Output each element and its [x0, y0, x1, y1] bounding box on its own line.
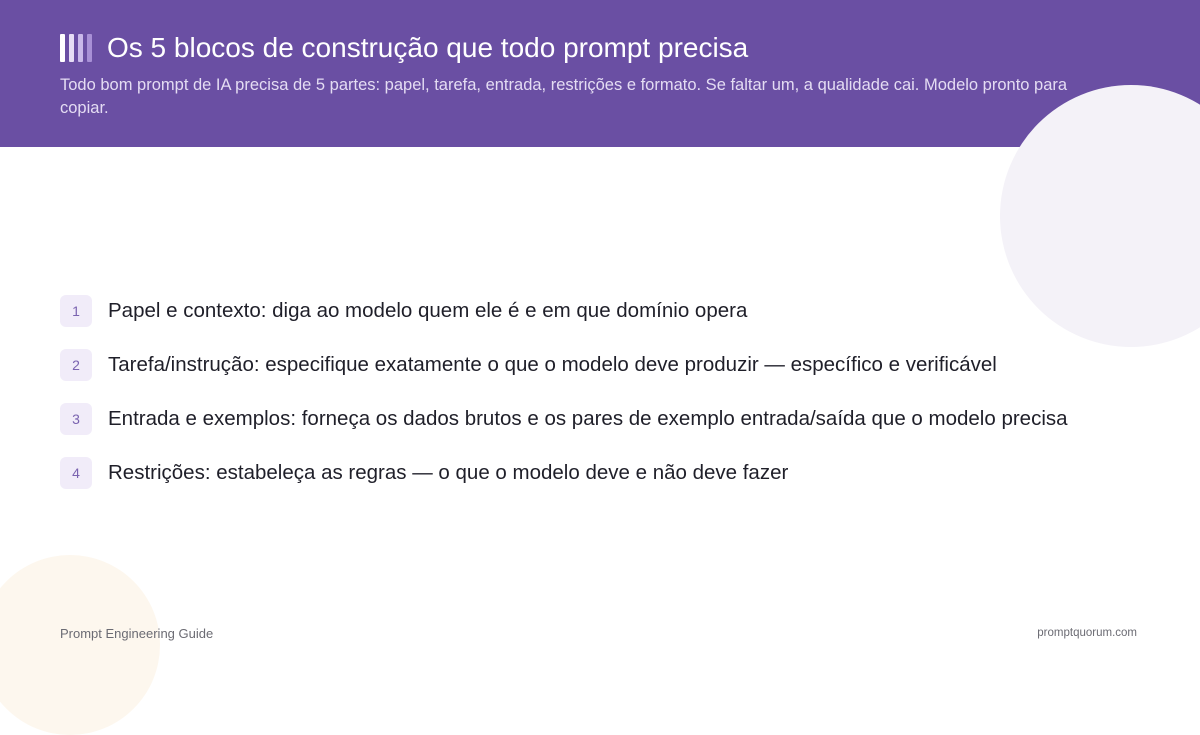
item-number-badge: 3	[60, 403, 92, 435]
list-item	[60, 295, 1200, 327]
page-title: Os 5 blocos de construção que todo prompt precisa	[107, 32, 749, 63]
item-text: Tarefa/instrução: especifique exatamente o que o modelo deve produzir — específico e verificável	[108, 353, 997, 376]
item-text: Papel e contexto: diga ao modelo quem ele é e em que domínio opera	[108, 299, 748, 322]
footer-guide-label: Prompt Engineering Guide	[60, 626, 214, 641]
footer-site-link[interactable]: promptquorum.com	[1037, 627, 1137, 639]
list-item	[60, 403, 1200, 435]
list-item	[60, 457, 1200, 489]
item-text: Restrições: estabeleça as regras — o que o modelo deve e não deve fazer	[108, 461, 789, 484]
header-banner	[0, 0, 1200, 147]
page-subtitle: Todo bom prompt de IA precisa de 5 partes: papel, tarefa, entrada, restrições e formato. Se faltar um, a qualidade cai. Modelo pronto para copiar.	[60, 76, 1068, 117]
item-number-badge: 4	[60, 457, 92, 489]
item-number-badge: 1	[60, 295, 92, 327]
list-item	[60, 349, 1200, 381]
building-blocks-list	[60, 295, 1200, 511]
decorative-circle-bottom	[0, 555, 160, 735]
bars-logo-icon	[60, 34, 94, 62]
item-text: Entrada e exemplos: forneça os dados brutos e os pares de exemplo entrada/saída que o modelo precisa	[108, 407, 1068, 430]
item-number-badge: 2	[60, 349, 92, 381]
